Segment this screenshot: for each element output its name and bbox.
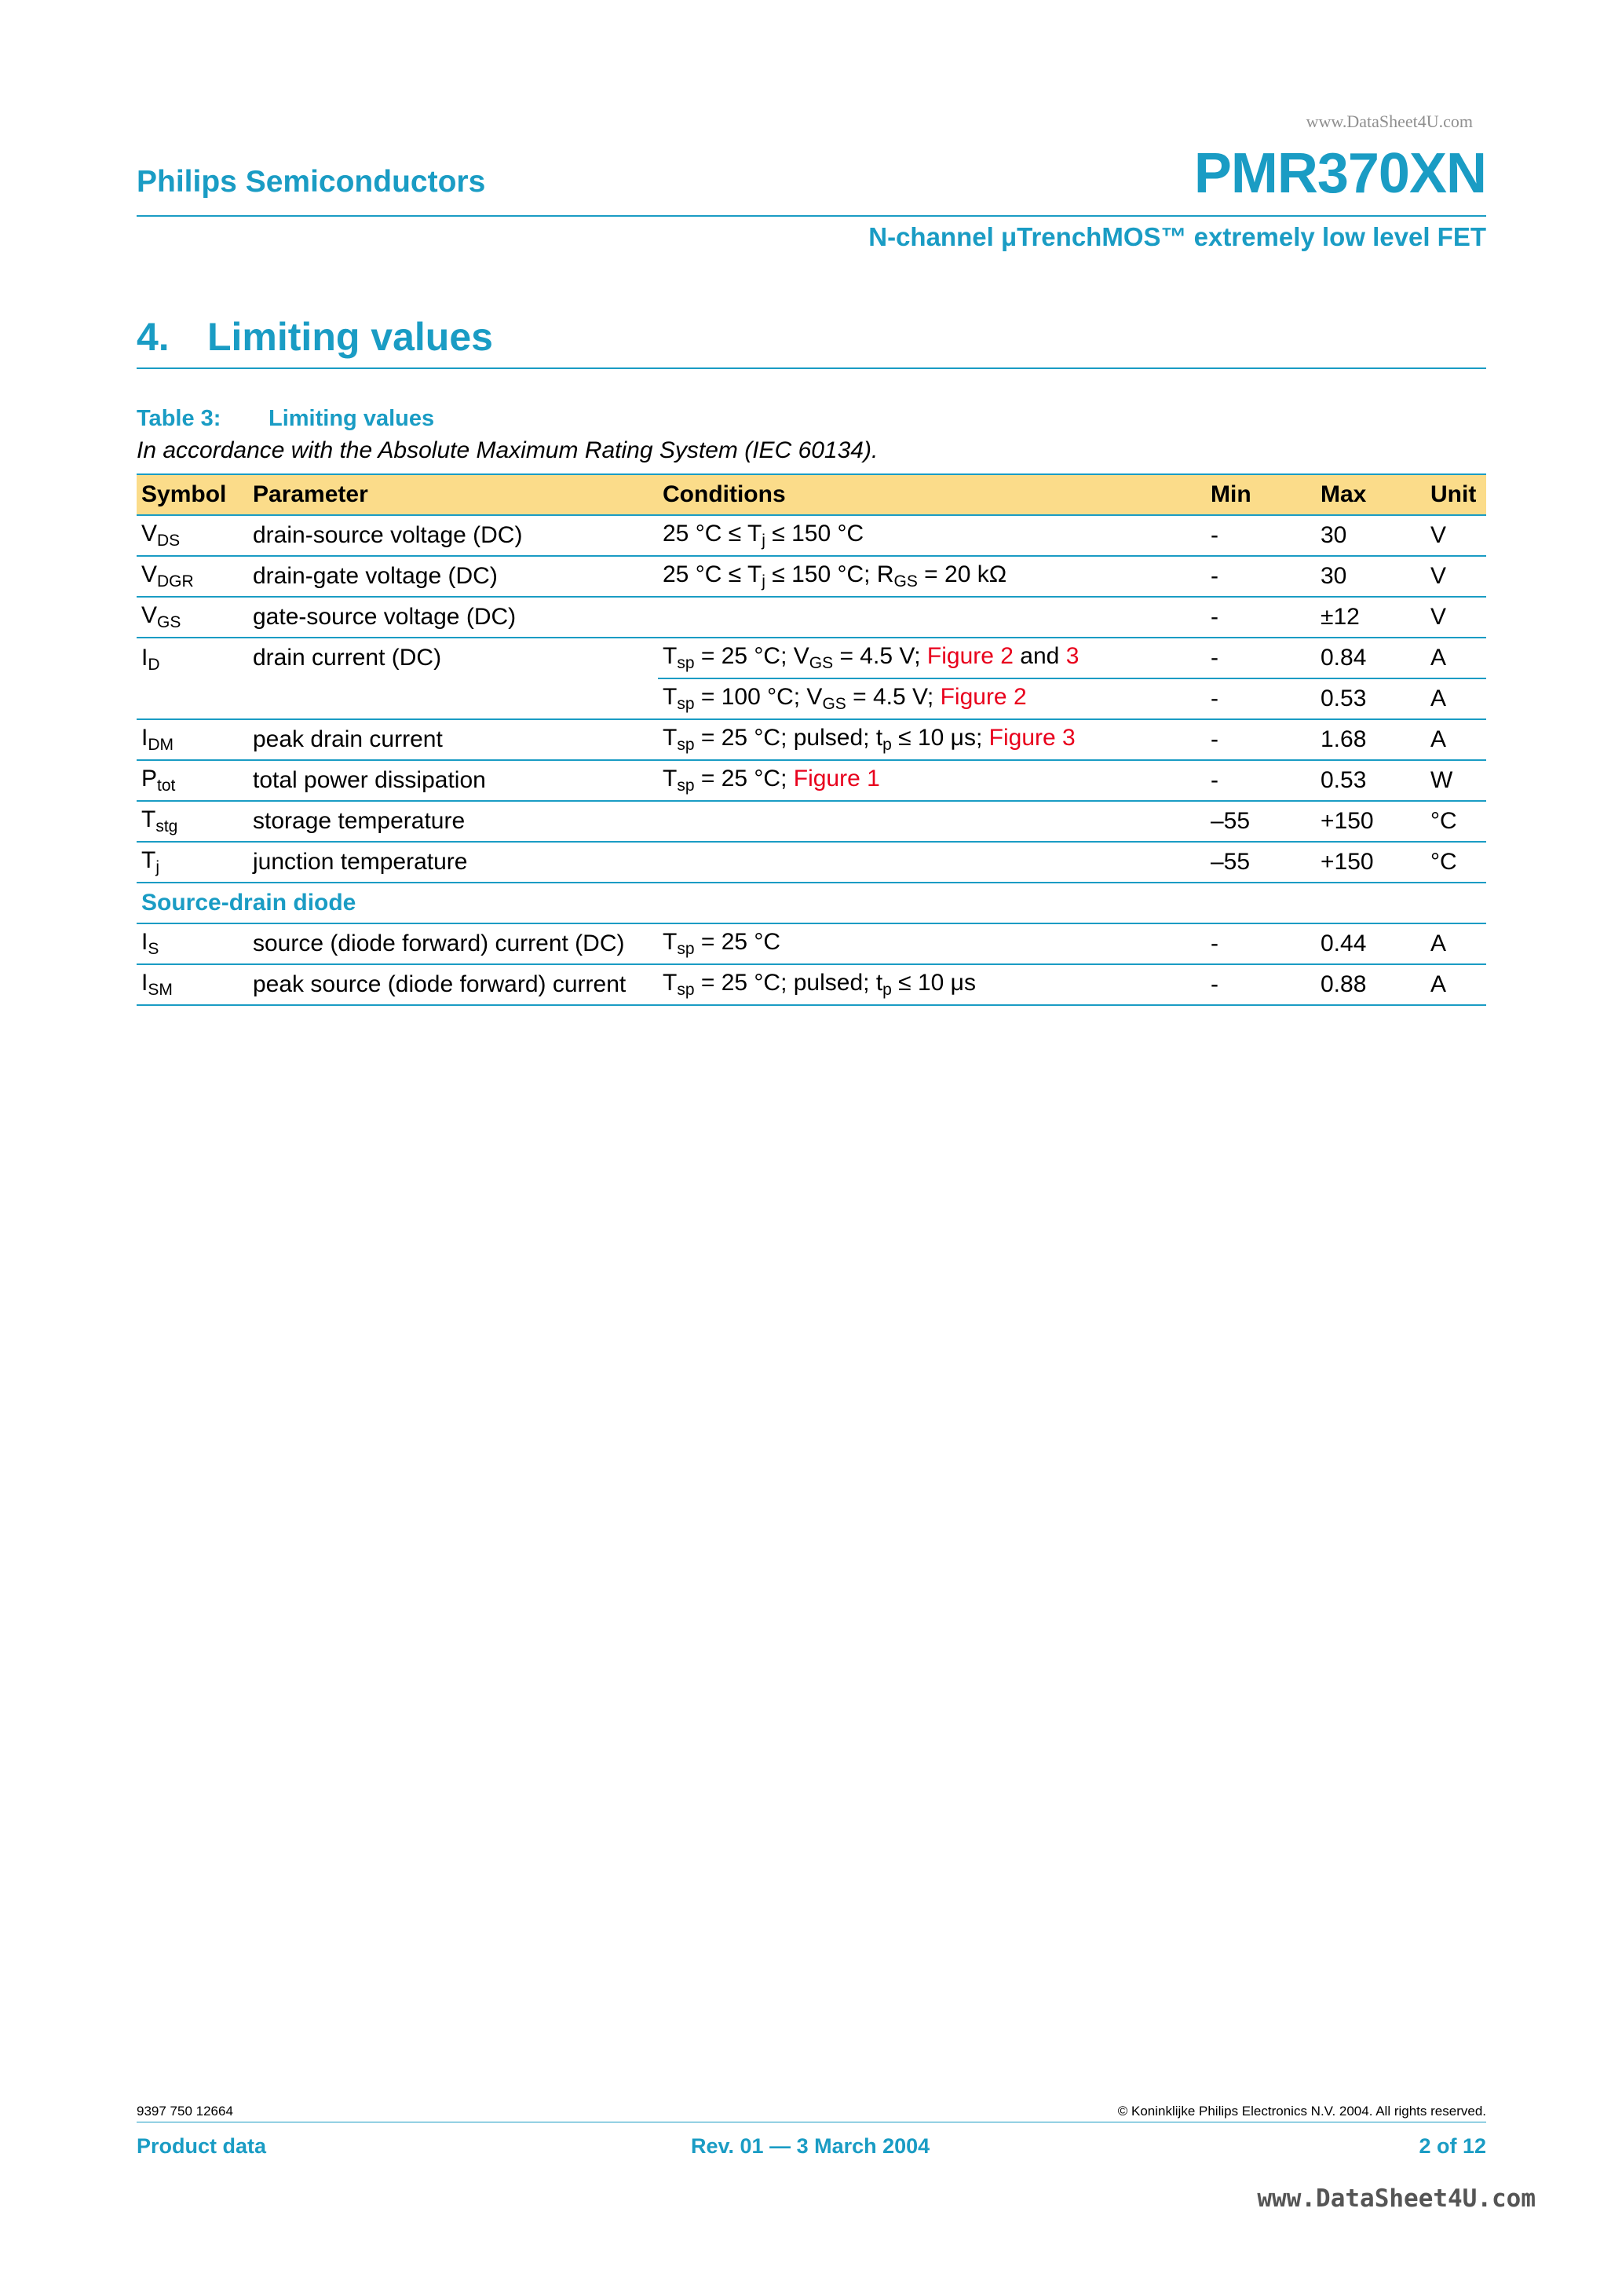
symbol-cell: $I_S$: [137, 923, 248, 964]
max-cell: ±12: [1316, 597, 1426, 638]
revision: Rev. 01 — 3 March 2004: [691, 2134, 930, 2158]
symbol-cell: $I_{SM}$: [137, 964, 248, 1005]
unit-cell: A: [1426, 964, 1486, 1005]
watermark-top: www.DataSheet4U.com: [1306, 112, 1473, 131]
page-number: 2 of 12: [1419, 2134, 1486, 2158]
unit-cell: A: [1426, 678, 1486, 719]
symbol-cell: $V_{DS}$: [137, 515, 248, 556]
section-heading: [137, 314, 493, 360]
conditions-cell: $T_{sp} = 25$ °C: [658, 923, 1206, 964]
conditions-cell: $T_{sp} = 25$ °C; $V_{GS} = 4.5$ V; Figure 2 and 3: [658, 638, 1206, 678]
header-parameter: Parameter: [248, 474, 658, 515]
conditions-cell: $T_{sp} = 25$ °C; pulsed; $t_p \le 10$ μs; Figure 3: [658, 719, 1206, 760]
max-cell: +150: [1316, 801, 1426, 842]
max-cell: 30: [1316, 556, 1426, 597]
conditions-cell: $T_{sp} = 25$ °C; pulsed; $t_p \le 10$ μs: [658, 964, 1206, 1005]
figure-1-link[interactable]: Figure 1: [793, 766, 880, 792]
table-label: Table 3:: [137, 406, 221, 431]
parameter-cell: storage temperature: [248, 801, 658, 842]
min-cell: -: [1206, 760, 1316, 801]
product-title: PMR370XN: [1193, 142, 1486, 205]
min-cell: –55: [1206, 801, 1316, 842]
min-cell: -: [1206, 923, 1316, 964]
header-unit: Unit: [1426, 474, 1486, 515]
table-row: [137, 923, 1486, 964]
min-cell: -: [1206, 964, 1316, 1005]
document-type: Product data: [137, 2134, 267, 2158]
parameter-cell: drain-source voltage (DC): [248, 515, 658, 556]
table-note: In accordance with the Absolute Maximum Rating System (IEC 60134).: [137, 437, 879, 463]
section-title: Limiting values: [207, 315, 493, 359]
header-min: Min: [1206, 474, 1316, 515]
header-symbol: Symbol: [137, 474, 248, 515]
table-row: [137, 964, 1486, 1005]
limiting-values-table: [137, 473, 1486, 1006]
group-heading: Source-drain diode: [137, 883, 1486, 923]
table-row: [137, 719, 1486, 760]
figure-3-link[interactable]: Figure 3: [988, 725, 1076, 751]
min-cell: –55: [1206, 842, 1316, 883]
section-number: 4.: [137, 315, 170, 359]
max-cell: 0.84: [1316, 638, 1426, 678]
section-rule: [137, 367, 1486, 369]
table-group-row: [137, 883, 1486, 923]
conditions-cell: $T_{sp} = 100$ °C; $V_{GS} = 4.5$ V; Figure 2: [658, 678, 1206, 719]
min-cell: -: [1206, 597, 1316, 638]
unit-cell: °C: [1426, 842, 1486, 883]
header-rule: [137, 215, 1486, 217]
parameter-cell: drain-gate voltage (DC): [248, 556, 658, 597]
max-cell: 30: [1316, 515, 1426, 556]
unit-cell: A: [1426, 923, 1486, 964]
symbol-cell: $T_j$: [137, 842, 248, 883]
document-number: 9397 750 12664: [137, 2104, 233, 2119]
conditions-cell: [658, 597, 1206, 638]
parameter-cell: junction temperature: [248, 842, 658, 883]
watermark-bottom: www.DataSheet4U.com: [1257, 2184, 1536, 2213]
min-cell: -: [1206, 556, 1316, 597]
symbol-cell: $P_{tot}$: [137, 760, 248, 801]
parameter-cell: drain current (DC): [248, 638, 658, 719]
table-row: [137, 597, 1486, 638]
conditions-cell: [658, 801, 1206, 842]
table-row: [137, 842, 1486, 883]
symbol-cell: $I_{DM}$: [137, 719, 248, 760]
table-row: [137, 760, 1486, 801]
symbol-cell: $V_{GS}$: [137, 597, 248, 638]
figure-2-link[interactable]: Figure 2: [926, 643, 1014, 669]
table-row: [137, 801, 1486, 842]
min-cell: -: [1206, 719, 1316, 760]
unit-cell: W: [1426, 760, 1486, 801]
max-cell: +150: [1316, 842, 1426, 883]
symbol-cell: $I_D$: [137, 638, 248, 719]
table-title: Limiting values: [269, 406, 435, 431]
conditions-cell: 25 $^\circ C \le T_j \le 150$ °C; $R_{GS} = 20$ kΩ: [658, 556, 1206, 597]
unit-cell: V: [1426, 597, 1486, 638]
max-cell: 0.88: [1316, 964, 1426, 1005]
min-cell: -: [1206, 515, 1316, 556]
header-max: Max: [1316, 474, 1426, 515]
conditions-cell: 25 $^\circ C \le T_j \le 150$ °C: [658, 515, 1206, 556]
symbol-cell: $V_{DGR}$: [137, 556, 248, 597]
parameter-cell: total power dissipation: [248, 760, 658, 801]
table-row: [137, 556, 1486, 597]
company-name: Philips Semiconductors: [137, 165, 486, 199]
copyright: © Koninklijke Philips Electronics N.V. 2004. All rights reserved.: [1117, 2104, 1486, 2119]
parameter-cell: peak source (diode forward) current: [248, 964, 658, 1005]
figure-2-link[interactable]: Figure 2: [940, 684, 1027, 710]
symbol-cell: $T_{stg}$: [137, 801, 248, 842]
table-header-row: [137, 474, 1486, 515]
max-cell: 0.53: [1316, 760, 1426, 801]
parameter-cell: peak drain current: [248, 719, 658, 760]
unit-cell: V: [1426, 515, 1486, 556]
unit-cell: A: [1426, 638, 1486, 678]
unit-cell: A: [1426, 719, 1486, 760]
parameter-cell: gate-source voltage (DC): [248, 597, 658, 638]
conditions-cell: [658, 842, 1206, 883]
table-row: [137, 515, 1486, 556]
max-cell: 0.53: [1316, 678, 1426, 719]
min-cell: -: [1206, 638, 1316, 678]
conditions-cell: $T_{sp} = 25$ °C; Figure 1: [658, 760, 1206, 801]
unit-cell: V: [1426, 556, 1486, 597]
unit-cell: °C: [1426, 801, 1486, 842]
min-cell: -: [1206, 678, 1316, 719]
max-cell: 1.68: [1316, 719, 1426, 760]
max-cell: 0.44: [1316, 923, 1426, 964]
parameter-cell: source (diode forward) current (DC): [248, 923, 658, 964]
table-row: [137, 638, 1486, 678]
product-subtitle: N-channel μTrenchMOS™ extremely low level FET: [868, 222, 1486, 251]
header-conditions: Conditions: [658, 474, 1206, 515]
figure-3-link[interactable]: 3: [1065, 643, 1080, 669]
table-caption: [137, 406, 434, 432]
